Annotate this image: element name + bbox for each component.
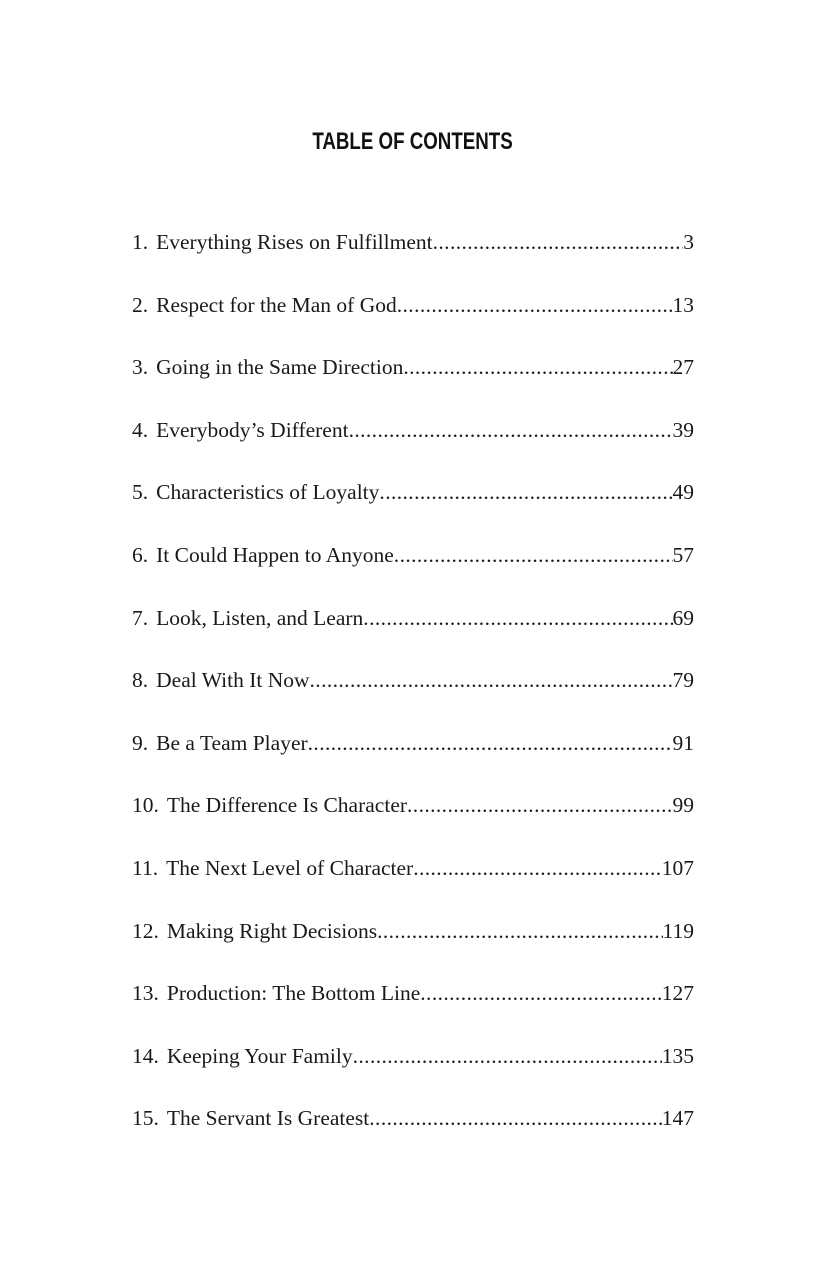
toc-entry-number: 10. bbox=[132, 793, 159, 818]
toc-entry-title: Keeping Your Family bbox=[166, 1043, 353, 1068]
toc-entry-number: 2. bbox=[132, 292, 149, 317]
toc-entry-number: 5. bbox=[132, 480, 149, 505]
toc-entry bbox=[132, 412, 694, 475]
toc-entry-title: The Next Level of Character bbox=[166, 855, 414, 880]
toc-dot-leader bbox=[413, 850, 662, 886]
toc-entry-title: Deal With It Now bbox=[156, 668, 310, 693]
page-title: TABLE OF CONTENTS bbox=[312, 128, 513, 155]
toc-entry-title: Going in the Same Direction bbox=[156, 355, 404, 380]
toc-entry-page-number: 127 bbox=[662, 975, 694, 1011]
toc-entry-title: Respect for the Man of God bbox=[156, 292, 397, 317]
toc-entry-number: 15. bbox=[132, 1106, 159, 1131]
toc-entry-number: 11. bbox=[132, 855, 159, 880]
toc-dot-leader bbox=[407, 787, 672, 823]
toc-entry-title: It Could Happen to Anyone bbox=[156, 542, 394, 567]
toc-entry-title: Look, Listen, and Learn bbox=[156, 605, 364, 630]
toc-entry bbox=[132, 1100, 694, 1163]
toc-entry-number: 14. bbox=[132, 1043, 159, 1068]
toc-entry-title: Everything Rises on Fulfillment bbox=[156, 230, 433, 254]
toc-dot-leader bbox=[310, 662, 673, 698]
toc-entry-title: Production: The Bottom Line bbox=[166, 981, 421, 1006]
toc-entry bbox=[132, 224, 694, 287]
toc-dot-leader bbox=[363, 600, 672, 636]
toc-entry-number: 13. bbox=[132, 981, 159, 1006]
toc-entry bbox=[132, 474, 694, 537]
toc-entry bbox=[132, 662, 694, 725]
toc-entry bbox=[132, 975, 694, 1038]
toc-dot-leader bbox=[394, 537, 673, 573]
toc-entry-number: 9. bbox=[132, 730, 149, 755]
toc-dot-leader bbox=[420, 975, 661, 1011]
toc-entry bbox=[132, 537, 694, 600]
toc-entry-page-number: 39 bbox=[673, 412, 695, 448]
toc-entry-page-number: 135 bbox=[662, 1038, 694, 1074]
toc-entry-page-number: 99 bbox=[673, 787, 695, 823]
toc-entry-page-number: 79 bbox=[673, 662, 695, 698]
toc-entry-title: Characteristics of Loyalty bbox=[156, 480, 380, 505]
toc-entry-number: 12. bbox=[132, 918, 159, 943]
toc-entry-number: 8. bbox=[132, 668, 149, 693]
toc-entry-number: 7. bbox=[132, 605, 149, 630]
toc-entry-page-number: 49 bbox=[673, 474, 695, 510]
toc-entry bbox=[132, 600, 694, 663]
toc-entry-page-number: 119 bbox=[663, 913, 694, 949]
toc-entry-page-number: 57 bbox=[673, 537, 695, 573]
toc-entry bbox=[132, 725, 694, 788]
toc-dot-leader bbox=[377, 913, 662, 949]
toc-entry bbox=[132, 850, 694, 913]
toc-entry bbox=[132, 913, 694, 976]
toc-entry-page-number: 27 bbox=[673, 349, 695, 385]
toc-entry bbox=[132, 787, 694, 850]
toc-entry bbox=[132, 349, 694, 412]
toc-dot-leader bbox=[379, 474, 672, 510]
toc-dot-leader bbox=[369, 1100, 661, 1136]
toc-entry-title: Be a Team Player bbox=[156, 730, 308, 755]
toc-list bbox=[132, 224, 694, 1163]
toc-entry-title: Making Right Decisions bbox=[166, 918, 378, 943]
toc-entry-page-number: 13 bbox=[673, 287, 695, 323]
toc-entry bbox=[132, 1038, 694, 1101]
toc-entry-page-number: 107 bbox=[662, 850, 694, 886]
toc-entry-number: 6. bbox=[132, 542, 149, 567]
toc-dot-leader bbox=[349, 412, 673, 448]
toc-entry-page-number: 91 bbox=[673, 725, 695, 761]
toc-dot-leader bbox=[433, 224, 684, 260]
toc-dot-leader bbox=[308, 725, 673, 761]
toc-entry-number: 1. bbox=[132, 230, 149, 254]
toc-entry-number: 4. bbox=[132, 417, 149, 442]
toc-dot-leader bbox=[403, 349, 672, 385]
toc-entry-page-number: 147 bbox=[662, 1100, 694, 1136]
toc-entry-number: 3. bbox=[132, 355, 149, 380]
toc-entry-page-number: 3 bbox=[683, 224, 694, 260]
toc-entry-title: The Difference Is Character bbox=[166, 793, 408, 818]
toc-entry-title: The Servant Is Greatest bbox=[166, 1106, 370, 1131]
toc-dot-leader bbox=[397, 287, 673, 323]
toc-entry bbox=[132, 287, 694, 350]
toc-entry-page-number: 69 bbox=[673, 600, 695, 636]
toc-dot-leader bbox=[353, 1038, 662, 1074]
toc-entry-title: Everybody’s Different bbox=[156, 417, 349, 442]
